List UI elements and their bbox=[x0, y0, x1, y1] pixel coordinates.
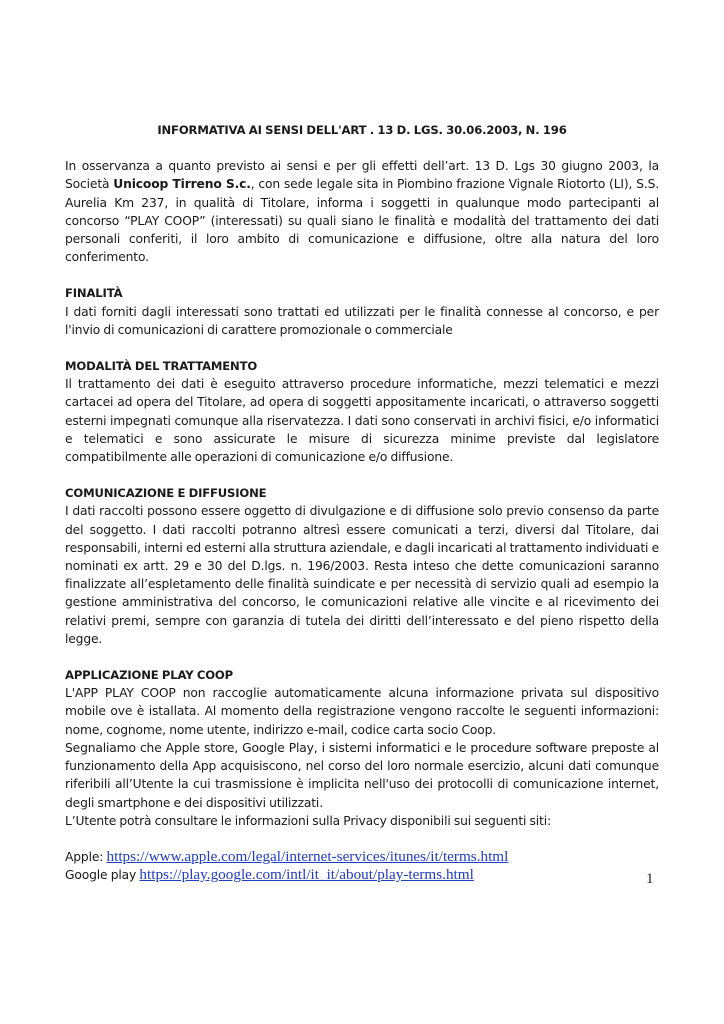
page-number: 1 bbox=[646, 871, 654, 887]
intro-paragraph bbox=[65, 157, 659, 266]
google-play-terms-link[interactable]: https://play.google.com/intl/it_it/about/play-terms.html bbox=[139, 866, 474, 884]
section-heading-modalita: MODALITÀ DEL TRATTAMENTO bbox=[65, 359, 258, 374]
section-body-modalita: Il trattamento dei dati è eseguito attraverso procedure informatiche, mezzi telematici e mezzi cartacei ad opera del Titolare, ad opera di soggetti appositamente incaricati, o attraverso soggetti esterni impegnati comunque alla riservatezza. I dati sono conservati in archivi fisici, e/o informatici e telematici e sono assicurate le misure di sicurezza minime previste dal legislatore compatibilmente alle operazioni di comunicazione e/o diffusione. bbox=[65, 377, 659, 465]
apple-terms-link[interactable]: https://www.apple.com/legal/internet-services/itunes/it/terms.html bbox=[106, 847, 509, 865]
section-heading-applicazione: APPLICAZIONE PLAY COOP bbox=[65, 668, 233, 683]
apple-link-line bbox=[65, 848, 659, 866]
apple-link-label: Apple: bbox=[65, 849, 107, 864]
section-paragraph-app-3: L’Utente potrà consultare le informazioni sulla Privacy disponibili sui seguenti siti: bbox=[65, 813, 551, 828]
document-title: INFORMATIVA AI SENSI DELL'ART . 13 D. LGS. 30.06.2003, N. 196 bbox=[157, 123, 567, 137]
section-body-finalita: I dati forniti dagli interessati sono trattati ed utilizzati per le finalità connesse al concorso, e per l'invio di comunicazioni di carattere promozionale o commerciale bbox=[65, 304, 659, 337]
intro-text-after: , con sede legale sita in Piombino frazione Vignale Riotorto (LI), S.S. Aurelia Km 237, in qualità di Titolare, informa i soggetti in qualunque modo partecipanti al concorso “PLAY COOP” (interessati) su quali siano le finalità e modalità del trattamento dei dati personali conferiti, il loro ambito di comunicazione e diffusione, oltre alla natura del loro conferimento. bbox=[65, 177, 659, 265]
document-body bbox=[65, 121, 659, 884]
section-heading-finalita: FINALITÀ bbox=[65, 286, 123, 301]
section-paragraph-app-1: L'APP PLAY COOP non raccoglie automaticamente alcuna informazione privata sul dispositivo mobile ove è istallata. Al momento della registrazione vengono raccolte le seguenti informazioni: nome, cognome, nome utente, indirizzo e-mail, codice carta socio Coop. bbox=[65, 686, 659, 737]
company-name: Unicoop Tirreno S.c. bbox=[113, 177, 251, 192]
google-link-label: Google play bbox=[65, 868, 140, 883]
section-heading-comunicazione: COMUNICAZIONE E DIFFUSIONE bbox=[65, 486, 267, 501]
section-body-comunicazione: I dati raccolti possono essere oggetto di divulgazione e di diffusione solo previo consenso da parte del soggetto. I dati raccolti potranno altresì essere comunicati a terzi, diversi dal Titolare, dai responsabili, interni ed esterni alla struttura aziendale, e dagli incaricati al trattamento individuati e nominati ex artt. 29 e 30 del D.lgs. n. 196/2003. Resta inteso che dette comunicazioni saranno finalizzate all’espletamento delle finalità suindicate e per necessità di servizio quali ad esempio la gestione amministrativa del concorso, le comunicazioni relative alle vincite e al ricevimento dei relativi premi, sempre con garanzia di tutela dei diritti dell’interessato e del pieno rispetto della legge. bbox=[65, 504, 659, 646]
intro-text-before: In osservanza a quanto previsto ai sensi e per gli effetti dell’art. 13 D. Lgs 30 giugno 2003, la Società bbox=[65, 159, 659, 192]
google-link-line bbox=[65, 866, 659, 884]
section-paragraph-app-2: Segnaliamo che Apple store, Google Play, i sistemi informatici e le procedure software preposte al funzionamento della App acquisiscono, nel corso del loro normale esercizio, alcuni dati comunque riferibili all’Utente la cui trasmissione è implicita nell'uso dei protocolli di comunicazione internet, degli smartphone e dei dispositivi utilizzati. bbox=[65, 740, 659, 810]
